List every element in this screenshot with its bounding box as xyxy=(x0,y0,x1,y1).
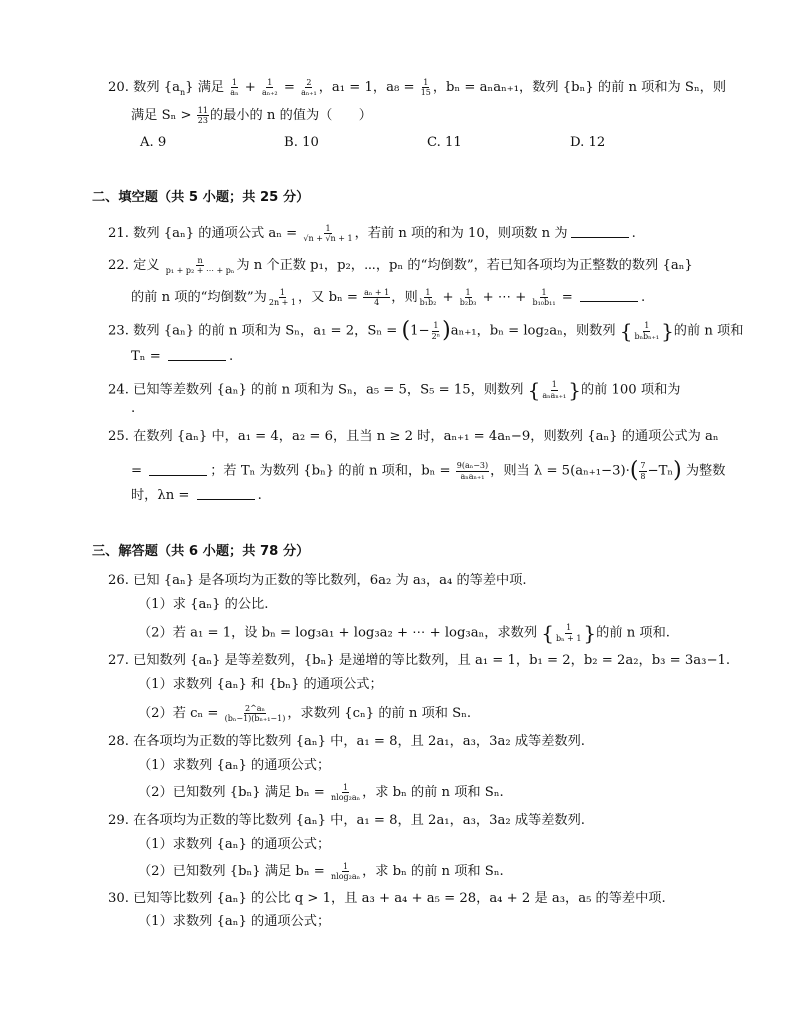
q22-answer-blank xyxy=(580,291,638,302)
q25-answer-blank-1 xyxy=(149,465,207,476)
q22-frac2: $\frac{1}{2n + 1}$ xyxy=(268,288,296,308)
section3-title: 三、解答题（共 6 小题；共 78 分） xyxy=(92,544,310,559)
q22-line1: 22. 定义 $\frac{n}{\text{p₁ + p₂ + ⋯ + pₙ}}$ 为 n 个正数 p₁，p₂，⋯，pₙ 的“均倒数”，若已知各项均为正整数的数列 {aₙ} xyxy=(108,256,693,276)
q30-sub1: （1）求数列 {aₙ} 的通项公式； xyxy=(138,914,331,929)
q25-line1: 25. 在数列 {aₙ} 中，a₁ = 4，a₂ = 6，且当 n ≥ 2 时，aₙ₊₁ = 4aₙ−9，则数列 {aₙ} 的通项公式为 aₙ xyxy=(108,429,719,444)
q22-line2: 的前 n 项的“均倒数”为 $\frac{1}{2n + 1}$ ，又 bₙ = $\frac{\text{aₙ + 1}}{4}$ ，则 $\frac{1}{\text{b₁b₂}}$ + $\frac{1}{\text{b₂b₃}}$ + ⋯ + $\frac{1}{\text{b₁₀b₁₁}}$ = . xyxy=(131,288,646,308)
q29-sub2: （2）已知数列 {bₙ} 满足 bₙ = $\frac{1}{\text{nlog₂aₙ}}$ ，求 bₙ 的前 n 项和 Sₙ. xyxy=(138,862,504,882)
q20-option-a: A. 9 xyxy=(140,135,167,150)
q22-frac1: $\frac{n}{\text{p₁ + p₂ + ⋯ + pₙ}}$ xyxy=(165,256,235,276)
q23-line1: 23. 数列 {aₙ} 的前 n 项和为 Sₙ，a₁ = 2，Sₙ = (1− $\frac{1}{\text{2ⁿ}}$ )aₙ₊₁，bₙ = log₂aₙ，则数列 { $\frac{1}{\text{bₙbₙ₊₁}}$ }的前 n 项和 xyxy=(108,318,744,343)
q25-frac2: $\frac{7}{8}$ xyxy=(640,461,646,481)
q27-sub2: （2）若 cₙ = $\frac{\text{2\textasciicircum{}aₙ}}{\text{(bₙ−1)(bₙ₊₁−1)}}$ ，求数列 {cₙ} 的前 n 项和 Sₙ. xyxy=(138,704,472,724)
q29-sub1: （1）求数列 {aₙ} 的通项公式； xyxy=(138,837,331,852)
q22-frac4: $\frac{1}{\text{b₁b₂}}$ xyxy=(419,288,437,308)
q27-line1: 27. 已知数列 {aₙ} 是等差数列，{bₙ} 是递增的等比数列，且 a₁ = 1，b₁ = 2，b₂ = 2a₂，b₃ = 3a₃−1. xyxy=(108,653,731,668)
section2-title: 二、填空题（共 5 小题；共 25 分） xyxy=(92,190,310,205)
q29-line1: 29. 在各项均为正数的等比数列 {aₙ} 中，a₁ = 8，且 2a₁，a₃，3a₂ 成等差数列. xyxy=(108,813,585,828)
q24-line2: . xyxy=(131,401,136,416)
q20-frac1: $\frac{1}{\text{aₙ}}$ xyxy=(230,78,239,98)
q22-frac5: $\frac{1}{\text{b₂b₃}}$ xyxy=(459,288,477,308)
q23-frac1: $\frac{1}{\text{2ⁿ}}$ xyxy=(431,321,441,341)
q23-frac2: $\frac{1}{\text{bₙbₙ₊₁}}$ xyxy=(634,321,660,341)
q24-frac: $\frac{1}{\text{aₙaₙ₊₁}}$ xyxy=(542,380,567,400)
q26-line1: 26. 已知 {aₙ} 是各项均为正数的等比数列，6a₂ 为 a₃，a₄ 的等差中项. xyxy=(108,573,527,588)
q20-frac2: $\frac{1}{\text{aₙ₊₂}}$ xyxy=(261,78,278,98)
q28-sub1: （1）求数列 {aₙ} 的通项公式； xyxy=(138,758,331,773)
q28-sub2: （2）已知数列 {bₙ} 满足 bₙ = $\frac{1}{\text{nlog₂aₙ}}$ ，求 bₙ 的前 n 项和 Sₙ. xyxy=(138,783,504,803)
q20-line2: 满足 Sₙ > $\frac{11}{23}$ 的最小的 n 的值为（ ） xyxy=(131,106,372,126)
q20-frac3: $\frac{2}{\text{aₙ₊₁}}$ xyxy=(301,78,317,98)
q28-line1: 28. 在各项均为正数的等比数列 {aₙ} 中，a₁ = 8，且 2a₁，a₃，3a₂ 成等差数列. xyxy=(108,734,585,749)
q23-answer-blank xyxy=(168,350,226,361)
q25-frac1: $\frac{\text{9(aₙ−3)}}{\text{aₙaₙ₊₁}}$ xyxy=(456,461,489,481)
q20-option-c: C. 11 xyxy=(427,135,462,150)
q21-line1: 21. 数列 {aₙ} 的通项公式 aₙ = $\frac{1}{√n + √n + 1}$ ，若前 n 项的和为 10，则项数 n 为 . xyxy=(108,224,636,244)
q27-frac: $\frac{\text{2\textasciicircum{}aₙ}}{\text{(bₙ−1)(bₙ₊₁−1)}}$ xyxy=(224,704,286,724)
q28-frac: $\frac{1}{\text{nlog₂aₙ}}$ xyxy=(330,783,361,803)
q20-option-b: B. 10 xyxy=(284,135,319,150)
q21-frac: $\frac{1}{√n + √n + 1}$ xyxy=(303,224,353,244)
q26-sub1: （1）求 {aₙ} 的公比. xyxy=(138,597,269,612)
q25-line3: 时，λn = . xyxy=(131,488,262,503)
q25-answer-blank-2 xyxy=(197,489,255,500)
q25-line2: = ；若 Tₙ 为数列 {bₙ} 的前 n 项和，bₙ = $\frac{\text{9(aₙ−3)}}{\text{aₙaₙ₊₁}}$ ，则当 λ = 5(aₙ₊₁−3)·( $\frac{7}{8}$ −Tₙ) 为整数 xyxy=(131,458,726,483)
q30-line1: 30. 已知等比数列 {aₙ} 的公比 q > 1，且 a₃ + a₄ + a₅ = 28，a₄ + 2 是 a₃，a₅ 的等差中项. xyxy=(108,891,666,906)
q29-frac: $\frac{1}{\text{nlog₂aₙ}}$ xyxy=(330,862,361,882)
q20-option-d: D. 12 xyxy=(570,135,606,150)
q20-frac4: $\frac{1}{15}$ xyxy=(420,78,431,98)
q24-line1: 24. 已知等差数列 {aₙ} 的前 n 项和为 Sₙ，a₅ = 5，S₅ = 15，则数列 { $\frac{1}{\text{aₙaₙ₊₁}}$ }的前 100 项和为 xyxy=(108,378,681,402)
q26-frac: $\frac{1}{\text{bₙ + 1}}$ xyxy=(555,623,582,643)
q22-frac6: $\frac{1}{\text{b₁₀b₁₁}}$ xyxy=(532,288,556,308)
q21-answer-blank xyxy=(571,227,629,238)
q27-sub1: （1）求数列 {aₙ} 和 {bₙ} 的通项公式； xyxy=(138,677,383,692)
q26-sub2: （2）若 a₁ = 1，设 bₙ = log₃a₁ + log₃a₂ + ⋯ + log₃aₙ，求数列 { $\frac{1}{\text{bₙ + 1}}$ }的前 n 项和. xyxy=(138,621,670,645)
q20-frac5: $\frac{11}{23}$ xyxy=(197,106,208,126)
q20-line1: 20. 数列 $\{a_n\}$ 满足 $\frac{1}{\text{aₙ}}$ + $\frac{1}{\text{aₙ₊₂}}$ = $\frac{2}{\text{aₙ₊₁}}$ ，a₁ = 1，a₈ = $\frac{1}{15}$ ，bₙ = aₙaₙ₊₁，数列 {bₙ} 的前 n 项和为 Sₙ，则 xyxy=(108,78,727,98)
q22-frac3: $\frac{\text{aₙ + 1}}{4}$ xyxy=(364,288,390,308)
q23-line2: Tₙ = . xyxy=(131,349,234,364)
